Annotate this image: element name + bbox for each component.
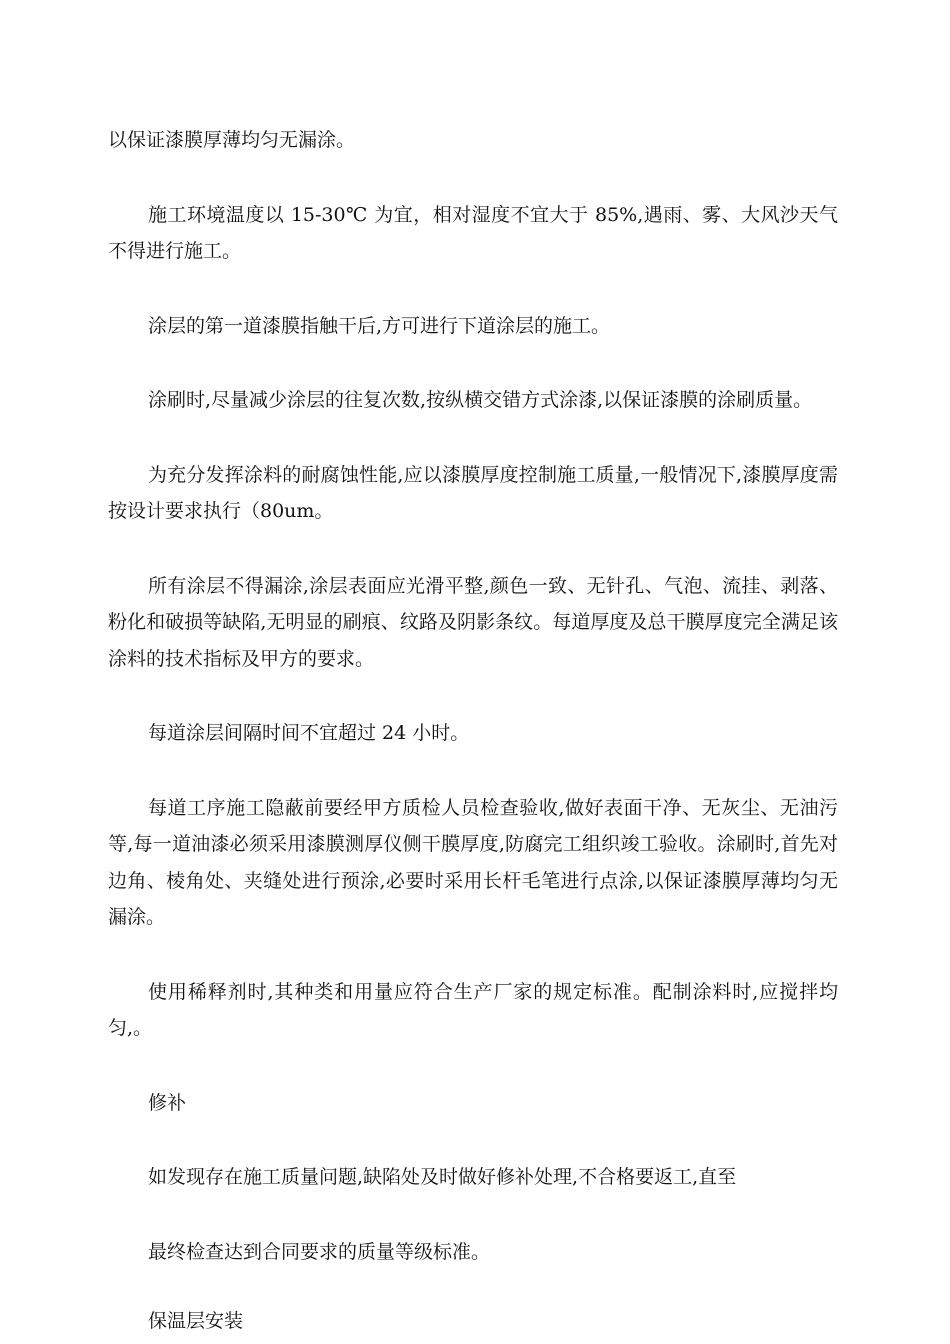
paragraph-10: 如发现存在施工质量问题,缺陷处及时做好修补处理,不合格要返工,直至 [148,1166,737,1188]
paragraph-2: 施工环境温度以 15-30℃ 为宜，相对湿度不宜大于 85%,遇雨、雾、大风沙天气不得进行施工。 [108,203,838,262]
paragraph-1: 以保证漆膜厚薄均匀无漏涂。 [108,129,356,151]
paragraph-11: 最终检查达到合同要求的质量等级标准。 [148,1240,491,1263]
paragraph-4: 涂刷时,尽量减少涂层的往复次数,按纵横交错方式涂漆,以保证漆膜的涂刷质量。 [148,389,813,411]
paragraph-9: 使用稀释剂时,其种类和用量应符合生产厂家的规定标准。配制涂料时,应搅拌均匀,。 [108,980,838,1039]
paragraph-3: 涂层的第一道漆膜指触干后,方可进行下道涂层的施工。 [148,314,611,337]
section-heading-insulation: 保温层安装 [148,1310,244,1332]
document-body [108,122,838,1340]
section-heading-repair: 修补 [148,1091,187,1114]
paragraph-8: 每道工序施工隐蔽前要经甲方质检人员检查验收,做好表面干净、无灰尘、无油污等,每一道油漆必须采用漆膜测厚仪侧干膜厚度,防腐完工组织竣工验收。涂刷时,首先对边角、棱角处、夹缝处进行预涂,必要时采用长杆毛笔进行点涂,以保证漆膜厚薄均匀无漏涂。 [108,796,838,928]
paragraph-6: 所有涂层不得漏涂,涂层表面应光滑平整,颜色一致、无针孔、气泡、流挂、剥落、粉化和破损等缺陷,无明显的刷痕、纹路及阴影条纹。每道厚度及总干膜厚度完全满足该涂料的技术指标及甲方的要求。 [108,574,838,670]
paragraph-7: 每道涂层间隔时间不宜超过 24 小时。 [148,722,470,744]
paragraph-5: 为充分发挥涂料的耐腐蚀性能,应以漆膜厚度控制施工质量,一般情况下,漆膜厚度需按设计要求执行（80um。 [108,463,838,522]
